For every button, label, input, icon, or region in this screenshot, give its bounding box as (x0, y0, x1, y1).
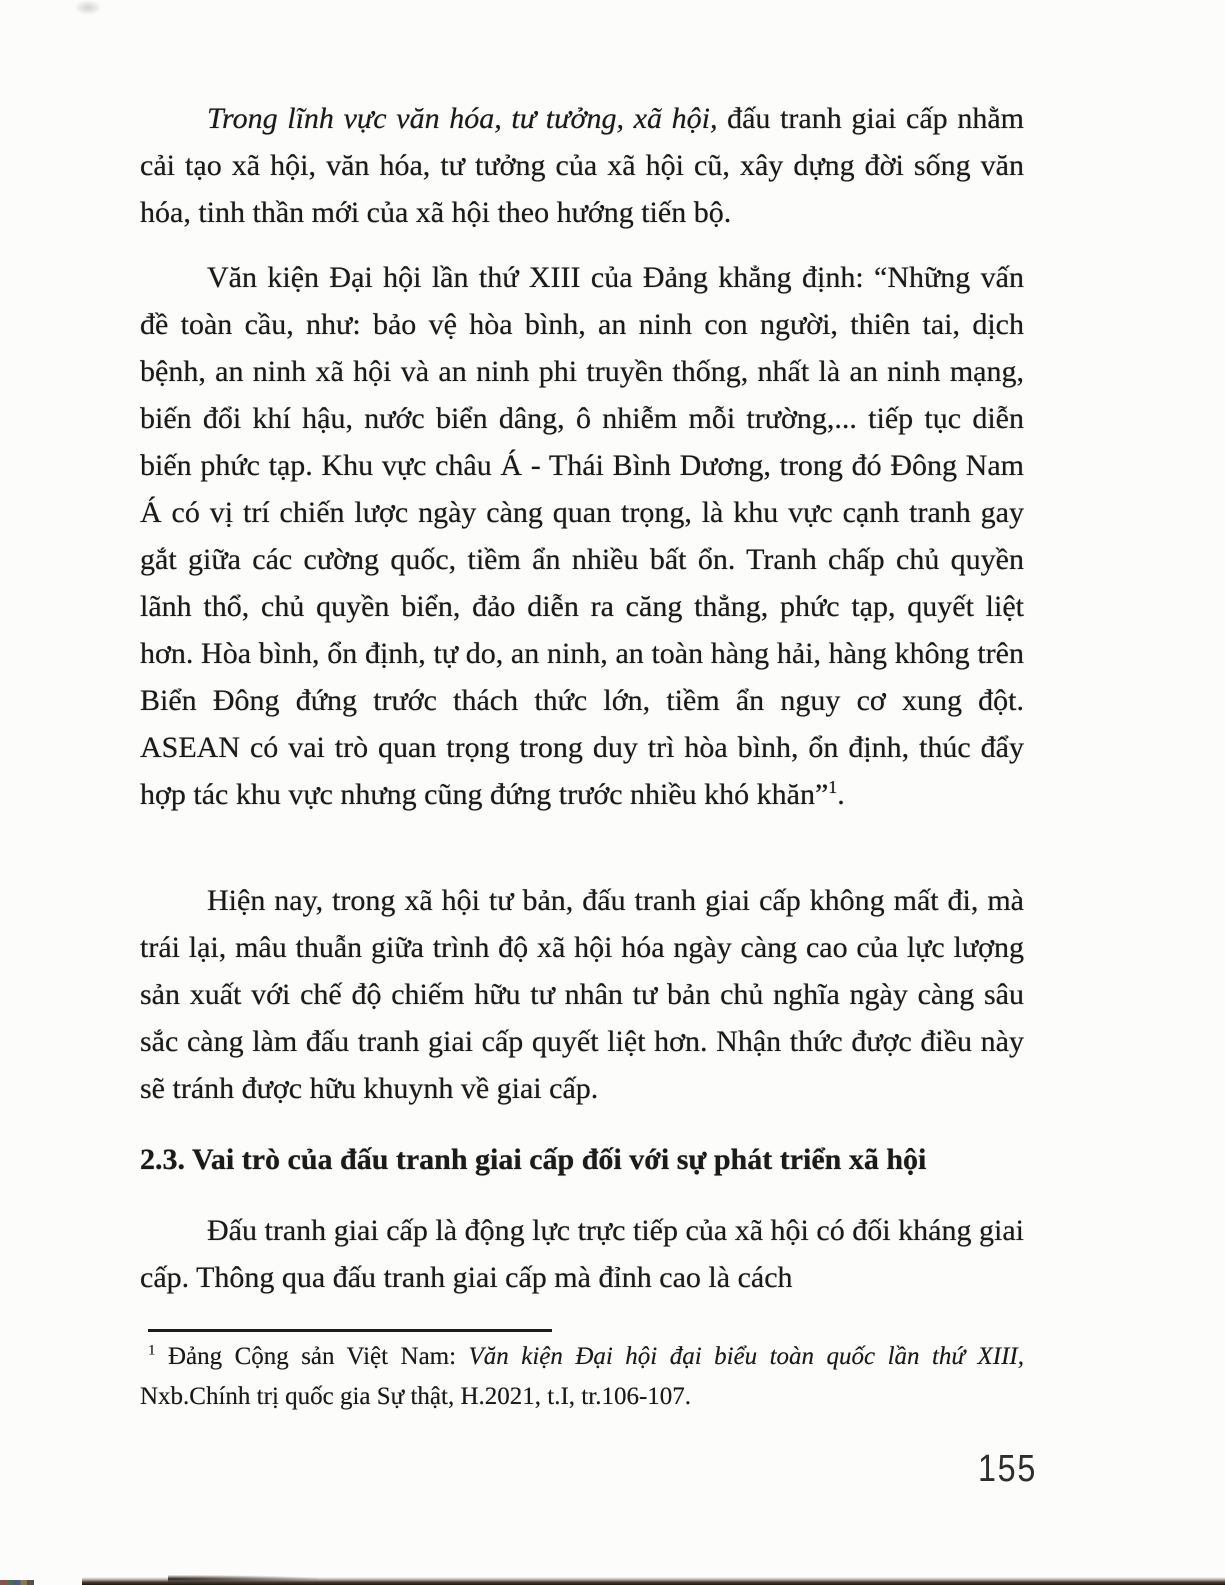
footnote-separator-line (148, 1329, 552, 1332)
paragraph-class-struggle-role: Đấu tranh giai cấp là động lực trực tiếp của xã hội có đối kháng giai cấp. Thông qua đấu tranh giai cấp mà đỉnh cao là cách (140, 1214, 1024, 1294)
footnote (140, 1337, 1024, 1417)
paragraph-capitalist-society: Hiện nay, trong xã hội tư bản, đấu tranh giai cấp không mất đi, mà trái lại, mâu thuẫn giữa trình độ xã hội hóa ngày càng cao của lực lượng sản xuất với chế độ chiếm hữu tư nhân tư bản chủ nghĩa ngày càng sâu sắc càng làm đấu tranh giai cấp quyết liệt hơn. Nhận thức được điều này sẽ tránh được hữu khuynh về giai cấp. (140, 884, 1024, 1105)
paragraph-text: Văn kiện Đại hội lần thứ XIII của Đảng khẳng định: “Những vấn đề toàn cầu, như: bảo vệ hòa bình, an ninh con người, thiên tai, dịch bệnh, an ninh xã hội và an ninh phi truyền thống, nhất là an ninh mạng, biến đổi khí hậu, nước biển dâng, ô nhiễm mỗi trường,... tiếp tục diễn biến phức tạp. Khu vực châu Á - Thái Bình Dương, trong đó Đông Nam Á có vị trí chiến lược ngày càng quan trọng, là khu vực cạnh tranh gay gắt giữa các cường quốc, tiềm ẩn nhiều bất ổn. Tranh chấp chủ quyền lãnh thổ, chủ quyền biển, đảo diễn ra căng thẳng, phức tạp, quyết liệt hơn. Hòa bình, ổn định, tự do, an ninh, an toàn hàng hải, hàng không trên Biển Đông đứng trước thách thức lớn, tiềm ẩn nguy cơ xung đột. ASEAN có vai trò quan trọng trong duy trì hòa bình, ổn định, thúc đẩy hợp tác khu vực nhưng cũng đứng trước nhiều khó khăn” (140, 261, 1024, 811)
footnote-reference-1: 1 (828, 777, 838, 797)
paragraph-culture-ideology (140, 95, 1024, 236)
paragraph-party-congress-quote (140, 254, 1024, 818)
footnote-source: Đảng Cộng sản Việt Nam: (155, 1343, 469, 1370)
footnote-publisher: Nxb.Chính trị quốc gia Sự thật, H.2021, t.I, tr.106-107. (140, 1383, 692, 1410)
paragraph-text: đấu tranh giai cấp nhằm cải tạo xã hội, văn hóa, tư tưởng của xã hội cũ, xây dựng đời sống văn hóa, tinh thần mới của xã hội theo hướng tiến bộ. (140, 102, 1024, 229)
scan-artifact-bottom-left (0, 1580, 34, 1585)
footnote-marker: 1 (148, 1342, 156, 1359)
scan-smudge-top (74, 0, 102, 15)
page-edge-shadow-wedge (168, 1575, 318, 1583)
paragraph-italic-lead: Trong lĩnh vực văn hóa, tư tưởng, xã hội, (207, 102, 718, 135)
footnote-work-title: Văn kiện Đại hội đại biểu toàn quốc lần thứ XIII, (468, 1343, 1024, 1370)
sentence-period: . (837, 778, 845, 811)
section-heading-2-3: 2.3. Vai trò của đấu tranh giai cấp đối với sự phát triển xã hội (140, 1143, 927, 1176)
page-number: 155 (978, 1448, 1037, 1490)
